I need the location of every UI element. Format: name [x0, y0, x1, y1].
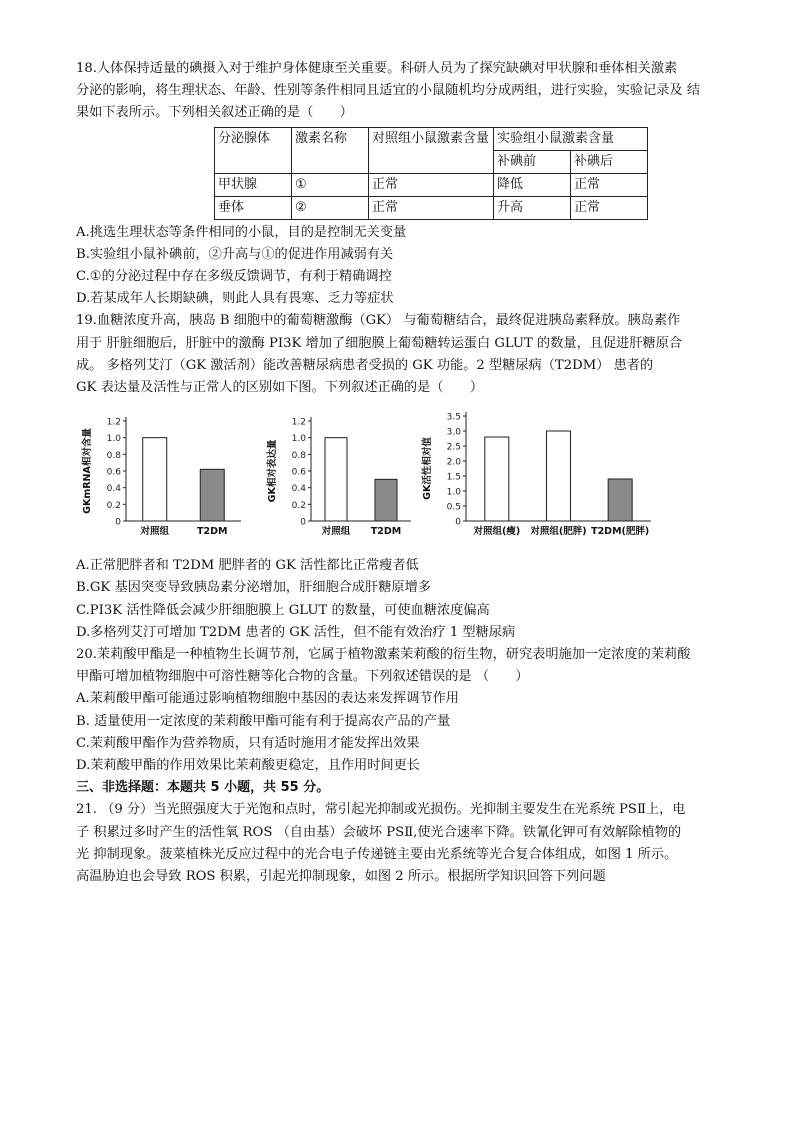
q19-stem-line1: 19.血糖浓度升高，胰岛 B 细胞中的葡萄糖激酶（GK） 与葡萄糖结合，最终促进胰岛素释放。胰岛素作 — [76, 313, 681, 329]
bar — [485, 437, 509, 521]
th-after: 补碘后 — [571, 150, 648, 173]
th-gland: 分泌腺体 — [215, 127, 292, 173]
y-tick-label: 0.8 — [291, 451, 306, 462]
th-before: 补碘前 — [494, 150, 571, 173]
y-axis-label: GK活性相对值 — [422, 437, 433, 501]
chart-gk-expression — [261, 401, 416, 551]
q19-stem-line4: GK 表达量及活性与正常人的区别如下图。下列叙述正确的是（ ） — [76, 380, 484, 396]
table-row — [215, 196, 648, 219]
x-tick-label: T2DM — [370, 526, 402, 538]
x-tick-label: 对照组(肥胖) — [530, 526, 587, 538]
th-exp: 实验组小鼠激素含量 — [494, 127, 648, 150]
q21-line1: 21. （9 分）当光照强度大于光饱和点时，常引起光抑制或光损伤。光抑制主要发生在光系统 PSⅡ上，电 — [76, 802, 686, 818]
q18-stem-line2: 分泌的影响，将生理状态、年龄、性别等条件相同且适宜的小鼠随机均分成两组，进行实验，实验记录及 结 — [76, 83, 701, 99]
q21-line4: 高温胁迫也会导致 ROS 积累，引起光抑制现象，如图 2 所示。根据所学知识回答下列问题 — [76, 869, 606, 885]
x-tick-label: 对照组(瘦) — [473, 526, 521, 538]
q18-option-b: B.实验组小鼠补碘前，②升高与①的促进作用减弱有关 — [76, 246, 394, 262]
y-tick-label: 1.0 — [106, 434, 121, 445]
bar — [547, 431, 571, 521]
y-tick-label: 1.0 — [446, 487, 461, 498]
q21-line2: 子 积累过多时产生的活性氧 ROS （自由基）会破坏 PSⅡ,使光合速率下降。铁氰化钾可有效解除植物的 — [76, 824, 682, 840]
q21-line3: 光 抑制现象。菠菜植株光反应过程中的光合电子传递链主要由光系统等光合复合体组成，如图 1 所示。 — [76, 846, 678, 862]
table-row — [215, 173, 648, 196]
y-tick-label: 0.2 — [106, 501, 121, 512]
cell-gland: 垂体 — [215, 196, 292, 219]
q18-option-d: D.若某成年人长期缺碘，则此人具有畏寒、乏力等症状 — [76, 291, 394, 307]
y-tick-label: 1.2 — [291, 417, 306, 428]
q20-option-a: A.茉莉酸甲酯可能通过影响植物细胞中基因的表达来发挥调节作用 — [76, 691, 459, 707]
bar — [325, 438, 347, 521]
q19-option-d: D.多格列艾汀可增加 T2DM 患者的 GK 活性，但不能有效治疗 1 型糖尿病 — [76, 624, 516, 640]
section-heading: 三、非选择题：本题共 5 小题，共 55 分。 — [76, 780, 330, 796]
y-tick-label: 0.4 — [106, 484, 121, 495]
q20-option-d: D.茉莉酸甲酯的作用效果比茉莉酸更稳定，且作用时间更长 — [76, 758, 420, 774]
y-tick-label: 0.4 — [291, 484, 306, 495]
bar — [608, 479, 632, 521]
q19-stem-line3: 成。 多格列艾汀（GK 激活剂）能改善糖尿病患者受损的 GK 功能。2 型糖尿病（T2DM） 患者的 — [76, 357, 654, 373]
y-tick-label: 0.6 — [106, 467, 121, 478]
y-tick-label: 0 — [115, 517, 121, 528]
q20-stem-line2: 甲酯可增加植物细胞中可溶性糖等化合物的含量。下列叙述错误的是 （ ） — [76, 669, 529, 685]
q19-stem-line2: 用于 肝脏细胞后，肝脏中的激酶 PI3K 增加了细胞膜上葡萄糖转运蛋白 GLUT 的数量，且促进肝糖原合 — [76, 335, 683, 351]
cell-before: 降低 — [494, 173, 571, 196]
q18-option-c: C.①的分泌过程中存在多级反馈调节，有利于精确调控 — [76, 269, 392, 285]
gk-charts — [76, 401, 736, 551]
q19-option-a: A.正常肥胖者和 T2DM 肥胖者的 GK 活性都比正常瘦者低 — [76, 558, 419, 574]
exam-page — [76, 58, 736, 888]
y-tick-label: 3.0 — [446, 427, 461, 438]
q20-option-b: B. 适量使用一定浓度的茉莉酸甲酯可能有利于提高农产品的产量 — [76, 713, 451, 729]
y-tick-label: 0.5 — [446, 502, 461, 513]
y-tick-label: 1.2 — [106, 417, 121, 428]
hormone-table — [214, 127, 648, 220]
q19-option-b: B.GK 基因突变导致胰岛素分泌增加，肝细胞合成肝糖原增多 — [76, 580, 431, 596]
y-tick-label: 1.0 — [291, 434, 306, 445]
th-control: 对照组小鼠激素含量 — [369, 127, 494, 173]
q19-option-c: C.PI3K 活性降低会减少肝细胞膜上 GLUT 的数量，可使血糖浓度偏高 — [76, 602, 490, 618]
cell-after: 正常 — [571, 173, 648, 196]
chart-gk-mrna — [76, 401, 251, 551]
cell-after: 正常 — [571, 196, 648, 219]
x-tick-label: T2DM(肥胖) — [591, 526, 650, 538]
x-tick-label: T2DM — [197, 526, 228, 538]
chart-gk-activity — [416, 401, 656, 551]
cell-before: 升高 — [494, 196, 571, 219]
cell-control: 正常 — [369, 173, 494, 196]
bar — [375, 480, 397, 522]
y-tick-label: 0 — [300, 517, 306, 528]
y-tick-label: 0 — [455, 517, 461, 528]
y-axis-label: GK相对表达量 — [267, 439, 278, 503]
y-tick-label: 3.5 — [446, 412, 461, 423]
cell-gland: 甲状腺 — [215, 173, 292, 196]
q20-stem-line1: 20.茉莉酸甲酯是一种植物生长调节剂，它属于植物激素茉莉酸的衍生物，研究表明施加一定浓度的茉莉酸 — [76, 647, 691, 663]
bar — [200, 470, 224, 522]
x-tick-label: 对照组 — [140, 526, 170, 538]
q18-stem-line1: 18.人体保持适量的碘摄入对于维护身体健康至关重要。科研人员为了探究缺碘对甲状腺和垂体相关激素 — [76, 61, 678, 76]
cell-hormone: ② — [292, 196, 369, 219]
y-tick-label: 0.6 — [291, 467, 306, 478]
cell-control: 正常 — [369, 196, 494, 219]
y-axis-label: GKmRNA相对含量 — [82, 428, 93, 515]
bar — [143, 438, 167, 521]
q20-option-c: C.茉莉酸甲酯作为营养物质，只有适时施用才能发挥出效果 — [76, 735, 420, 751]
q18-option-a: A.挑选生理状态等条件相同的小鼠，目的是控制无关变量 — [76, 224, 407, 240]
y-tick-label: 2.0 — [446, 457, 461, 468]
y-tick-label: 0.8 — [106, 451, 121, 462]
q18-stem-line3: 果如下表所示。下列相关叙述正确的是（ ） — [76, 105, 353, 121]
cell-hormone: ① — [292, 173, 369, 196]
y-tick-label: 1.5 — [446, 472, 461, 483]
x-tick-label: 对照组 — [321, 526, 351, 538]
y-tick-label: 2.5 — [446, 442, 461, 453]
th-hormone: 激素名称 — [292, 127, 369, 173]
y-tick-label: 0.2 — [291, 501, 306, 512]
